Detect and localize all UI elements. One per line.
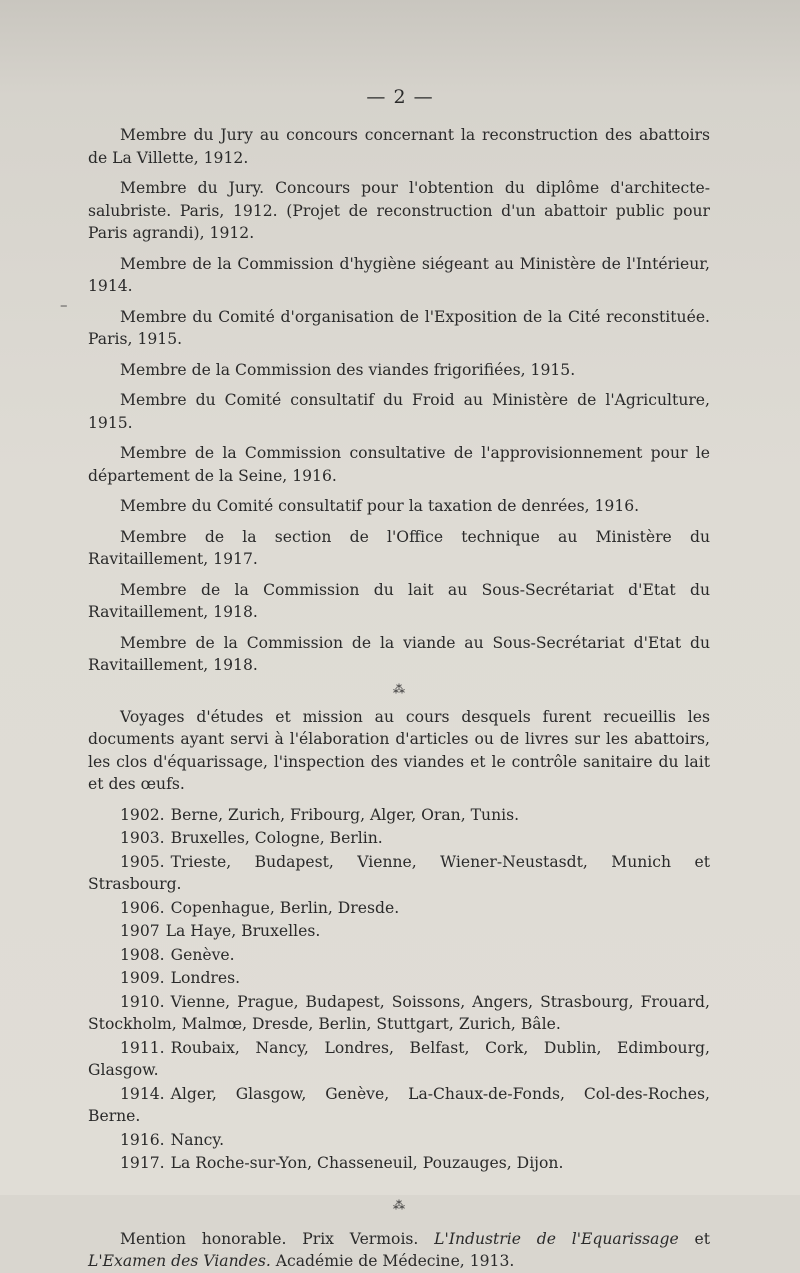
award-entry [88, 1228, 710, 1273]
voyage-year: 1909. [120, 969, 165, 987]
membership-entry: Membre du Jury. Concours pour l'obtention du diplôme d'architecte-salubriste. Paris, 1912. (Projet de reconstruction d'un abattoir public pour Paris agrandi), 1912. [88, 179, 710, 242]
voyage-places: Berne, Zurich, Fribourg, Alger, Oran, Tunis. [170, 805, 520, 824]
voyage-item [88, 1152, 710, 1175]
page-body [88, 124, 710, 1273]
voyage-places: La Haye, Bruxelles. [165, 922, 321, 940]
membership-entry: Membre du Jury au concours concernant la reconstruction des abattoirs de La Villette, 1912. [88, 126, 710, 167]
membership-entry: Membre de la Commission du lait au Sous-Secrétariat d'Etat du Ravitaillement, 1918. [88, 580, 710, 621]
voyage-year: 1908. [120, 945, 165, 964]
voyage-places: Trieste, Budapest, Vienne, Wiener-Neustasdt, Munich et Strasbourg. [88, 852, 710, 893]
voyage-item [88, 851, 710, 896]
membership-entry: Membre du Comité consultatif du Froid au Ministère de l'Agriculture, 1915. [88, 391, 710, 432]
membership-entry: Membre du Comité d'organisation de l'Exposition de la Cité reconstituée. Paris, 1915. [88, 307, 710, 348]
membership-entry: Membre de la Commission des viandes frigorifiées, 1915. [120, 360, 576, 379]
voyage-places: Roubaix, Nancy, Londres, Belfast, Cork, Dublin, Edimbourg, Glasgow. [88, 1038, 710, 1079]
voyage-places: Londres. [170, 969, 241, 987]
voyage-item [88, 827, 710, 850]
voyage-item [88, 944, 710, 967]
margin-mark: – [60, 296, 68, 314]
membership-entry: Membre du Comité consultatif pour la taxation de denrées, 1916. [120, 497, 640, 515]
voyage-year: 1902. [120, 805, 165, 824]
asterism-separator: ⁂ [393, 681, 405, 696]
voyage-year: 1916. [120, 1130, 165, 1149]
voyage-item [88, 920, 710, 943]
voyage-places: Vienne, Prague, Budapest, Soissons, Angers, Strasbourg, Frouard, Stockholm, Malmœ, Dresde, Berlin, Stuttgart, Zurich, Bâle. [88, 992, 710, 1033]
voyage-places: Alger, Glasgow, Genève, La-Chaux-de-Fonds, Col-des-Roches, Berne. [88, 1084, 710, 1125]
award-title-1: L'Industrie de l'Equarissage [434, 1229, 679, 1248]
award-title-2: L'Examen des Viandes. [88, 1252, 271, 1270]
voyage-item [88, 1083, 710, 1128]
membership-entry: Membre de la Commission d'hygiène siégeant au Ministère de l'Intérieur, 1914. [88, 254, 710, 295]
voyages-intro: Voyages d'études et mission au cours desquels furent recueillis les documents ayant servi à l'élaboration d'articles ou de livres sur les abattoirs, les clos d'équarissage, l'inspection des viandes et le contrôle sanitaire du lait et des œufs. [88, 707, 710, 793]
asterism-separator: ⁂ [393, 1197, 405, 1212]
voyage-item [88, 1129, 710, 1152]
membership-entry: Membre de la Commission consultative de l'approvisionnement pour le département de la Seine, 1916. [88, 444, 710, 485]
voyage-year: 1910. [120, 992, 165, 1011]
voyage-year: 1905. [120, 852, 165, 871]
membership-entry: Membre de la Commission de la viande au Sous-Secrétariat d'Etat du Ravitaillement, 1918. [88, 633, 710, 674]
voyage-places: Bruxelles, Cologne, Berlin. [170, 829, 383, 847]
voyage-places: Nancy. [170, 1130, 225, 1149]
voyage-year: 1906. [120, 898, 165, 917]
award-suffix: Académie de Médecine, 1913. [275, 1252, 515, 1270]
voyage-year: 1917. [120, 1154, 165, 1172]
voyage-places: Copenhague, Berlin, Dresde. [170, 898, 400, 917]
award-prefix: Mention honorable. Prix Vermois. [120, 1229, 419, 1248]
voyage-item [88, 991, 710, 1036]
membership-entry: Membre de la section de l'Office technique au Ministère du Ravitaillement, 1917. [88, 527, 710, 568]
voyage-places: La Roche-sur-Yon, Chasseneuil, Pouzauges, Dijon. [170, 1154, 564, 1172]
voyage-year: 1903. [120, 829, 165, 847]
voyage-item [88, 897, 710, 920]
voyage-item [88, 804, 710, 827]
voyage-year: 1907 [120, 922, 160, 940]
memberships-section [88, 124, 710, 677]
voyage-item [88, 967, 710, 990]
voyage-year: 1911. [120, 1038, 165, 1057]
voyage-item [88, 1037, 710, 1082]
page-number: — 2 — [366, 86, 434, 108]
voyages-list [88, 804, 710, 1175]
voyage-places: Genève. [170, 945, 235, 964]
voyage-year: 1914. [120, 1084, 165, 1103]
award-connector: et [694, 1229, 710, 1248]
